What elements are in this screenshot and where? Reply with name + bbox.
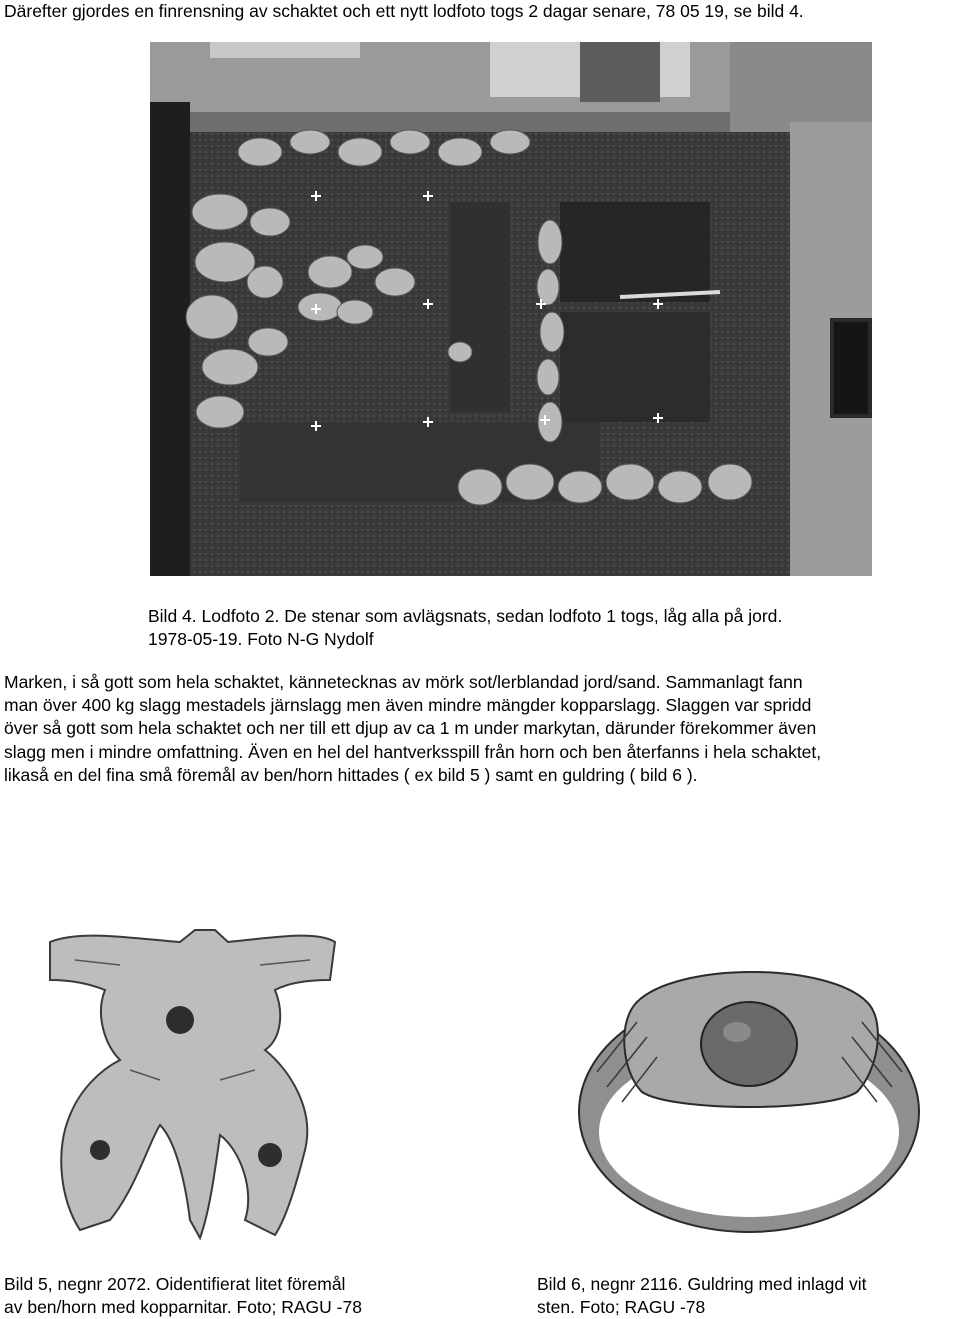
paragraph-line: över så gott som hela schaktet och ner till ett djup av ca 1 m under markytan, därunder förekommer även xyxy=(4,718,817,739)
caption-line: Bild 5, negnr 2072. Oidentifierat litet föremål xyxy=(4,1274,346,1294)
figure-5-caption xyxy=(4,1273,464,1319)
figure-6-caption xyxy=(537,1273,957,1319)
paragraph-line: man över 400 kg slagg mestadels järnslagg men även mindre mängder kopparslagg. Slaggen var spridd xyxy=(4,695,812,716)
paragraph-line: Marken, i så gott som hela schaktet, kännetecknas av mörk sot/lerblandad jord/sand. Sammanlagt fann xyxy=(4,672,803,692)
gold-ring-photo xyxy=(577,962,922,1242)
caption-line: Bild 4. Lodfoto 2. De stenar som avlägsnats, sedan lodfoto 1 togs, låg alla på jord. xyxy=(148,606,783,626)
bone-object-photo xyxy=(40,920,345,1240)
paragraph-line: likaså en del fina små föremål av ben/horn hittades ( ex bild 5 ) samt en guldring ( bild 6 ). xyxy=(4,764,698,785)
caption-line: Bild 6, negnr 2116. Guldring med inlagd vit xyxy=(537,1274,867,1294)
caption-line: sten. Foto; RAGU -78 xyxy=(537,1297,706,1317)
intro-paragraph: Därefter gjordes en finrensning av schaktet och ett nytt lodfoto togs 2 dagar senare, 78 05 19, se bild 4. xyxy=(4,1,804,21)
caption-line: 1978-05-19. Foto N-G Nydolf xyxy=(148,629,374,649)
paragraph-line: slagg men i mindre omfattning. Även en hel del hantverksspill från horn och ben återfanns i hela schaktet, xyxy=(4,741,822,762)
caption-line: av ben/horn med kopparnitar. Foto; RAGU -78 xyxy=(4,1297,362,1317)
body-paragraph xyxy=(4,671,956,787)
excavation-photo xyxy=(150,42,872,576)
figure-4-caption xyxy=(148,605,908,651)
